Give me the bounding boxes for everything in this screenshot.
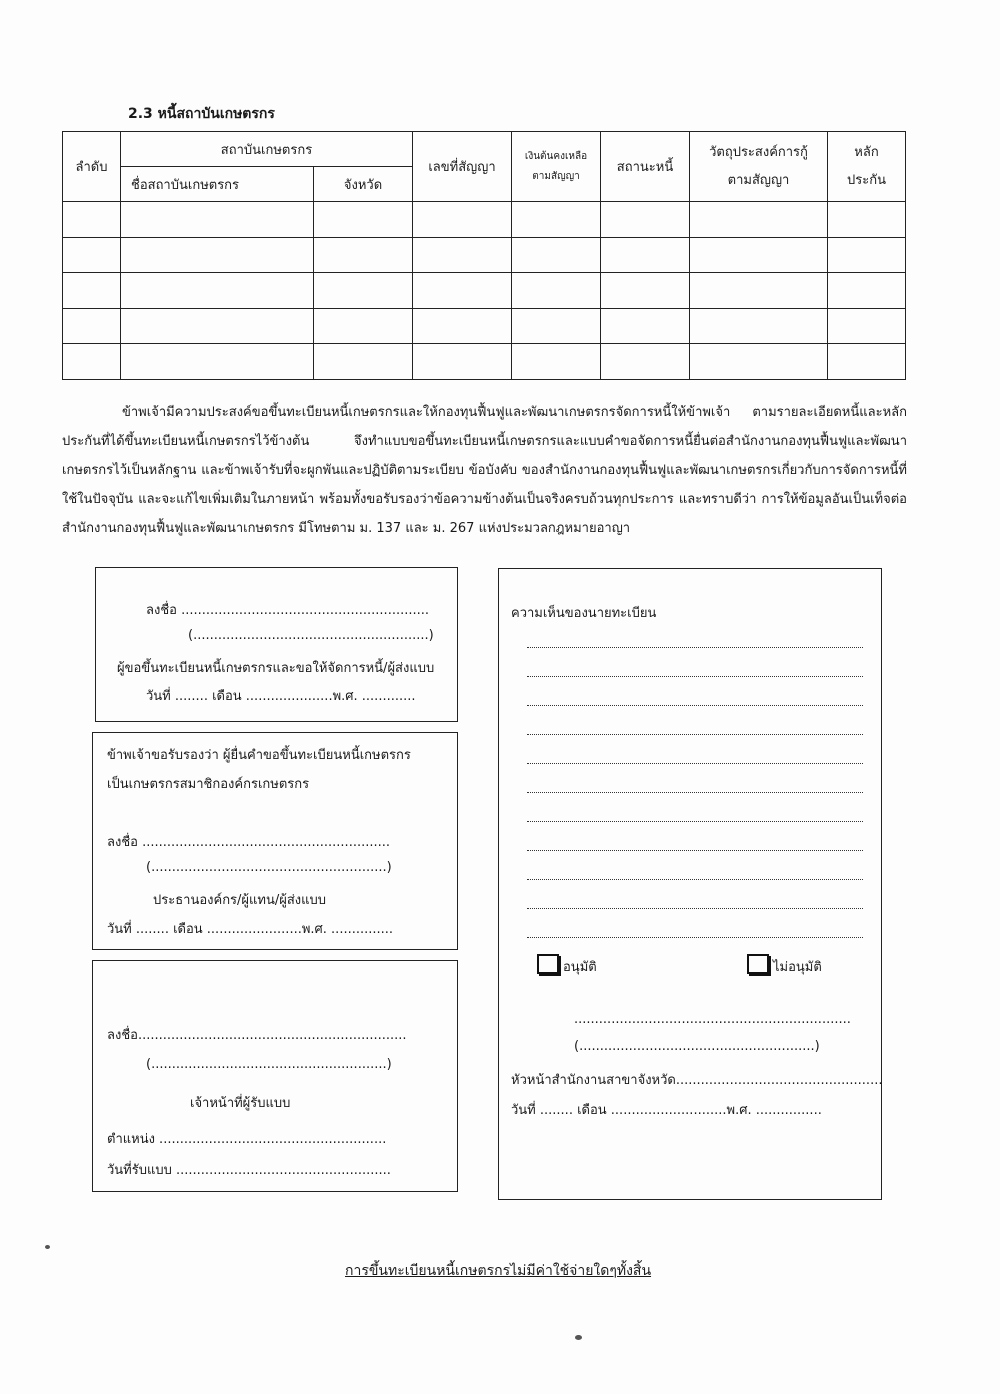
header-purpose (690, 132, 828, 202)
certifier-name-line[interactable]: (.........................................................) (146, 860, 392, 875)
header-balance-line1: เงินต้นคงเหลือ (524, 150, 588, 162)
opinion-line[interactable] (527, 879, 863, 880)
certifier-sign-line[interactable]: ลงชื่อ ............................................................ (107, 835, 391, 850)
approve-checkbox[interactable] (537, 954, 559, 974)
header-purpose-line2: ตามสัญญา (727, 172, 790, 188)
opinion-line[interactable] (527, 763, 863, 764)
reject-checkbox[interactable] (747, 954, 769, 974)
scan-speck (45, 1245, 50, 1249)
applicant-name-line[interactable]: (.........................................................) (188, 628, 434, 643)
header-contract-no: เลขที่สัญญา (413, 132, 512, 202)
header-collateral-line1: หลัก (854, 144, 879, 160)
table-row (63, 237, 906, 273)
opinion-line[interactable] (527, 647, 863, 648)
opinion-line[interactable] (527, 937, 863, 938)
opinion-line[interactable] (527, 850, 863, 851)
farmer-institution-debt-table (62, 131, 906, 380)
registrar-date-line[interactable]: วันที่ ........ เดือน ............................พ.ศ. ................ (511, 1103, 822, 1118)
opinion-line[interactable] (527, 908, 863, 909)
registrar-opinion-box (498, 568, 882, 1200)
table-row (63, 308, 906, 344)
header-institution-group: สถาบันเกษตรกร (121, 132, 413, 167)
table-row (63, 273, 906, 309)
certifier-statement-line1: ข้าพเจ้าขอรับรองว่า ผู้ยื่นคำขอขึ้นทะเบียนหนี้เกษตรกร (107, 748, 411, 763)
header-order: ลำดับ (63, 132, 121, 202)
opinion-line[interactable] (527, 792, 863, 793)
table-row (63, 202, 906, 238)
certifier-signature-box (92, 732, 458, 950)
header-purpose-line1: วัตถุประสงค์การกู้ (709, 144, 808, 160)
officer-role: เจ้าหน้าที่ผู้รับแบบ (190, 1096, 291, 1111)
header-balance-line2: ตามสัญญา (532, 170, 580, 182)
officer-name-line[interactable]: (.........................................................) (146, 1057, 392, 1072)
officer-sign-line[interactable]: ลงชื่อ................................................................. (107, 1028, 407, 1043)
declaration-paragraph: ข้าพเจ้ามีความประสงค์ขอขึ้นทะเบียนหนี้เกษตรกรและให้กองทุนฟื้นฟูและพัฒนาเกษตรกรจัดการหนี้ให้ข้าพเจ้า ตามรายละเอียดหนี้และหลักประกันที่ได้ขึ้นทะเบียนหนี้เกษตรกรไว้ข้างต้น จึงทำแบบขอขึ้นทะเบียนหนี้เกษตรกรและแบบคำขอจัดการหนี้ยื่นต่อสำนักงานกองทุนฟื้นฟูและพัฒนาเกษตรกรไว้เป็นหลักฐาน และข้าพเจ้ารับที่จะผูกพันและปฏิบัติตามระเบียบ ข้อบังคับ ของสำนักงานกองทุนฟื้นฟูและพัฒนาเกษตรกรเกี่ยวกับการจัดการหนี้ที่ใช้ในปัจจุบัน และจะแก้ไขเพิ่มเติมในภายหน้า พร้อมทั้งขอรับรองว่าข้อความข้างต้นเป็นจริงครบถ้วนทุกประการ และทราบดีว่า การให้ข้อมูลอันเป็นเท็จต่อสำนักงานกองทุนฟื้นฟูและพัฒนาเกษตรกร มีโทษตาม ม. 137 และ ม. 267 แห่งประมวลกฎหมายอาญา (62, 405, 907, 536)
registrar-name-line[interactable]: (.........................................................) (574, 1039, 820, 1054)
table-row (63, 344, 906, 380)
registrar-sign-line[interactable]: ................................................................... (574, 1012, 851, 1027)
certifier-statement-line2: เป็นเกษตรกรสมาชิกองค์กรเกษตรกร (107, 777, 310, 792)
header-institution-name: ชื่อสถาบันเกษตรกร (121, 167, 314, 202)
officer-position-line[interactable]: ตำแหน่ง ....................................................... (107, 1132, 387, 1147)
certifier-role: ประธานองค์กร/ผู้แทน/ผู้ส่งแบบ (153, 893, 327, 908)
footer-note: การขึ้นทะเบียนหนี้เกษตรกรไม่มีค่าใช้จ่ายใดๆทั้งสิ้น (345, 1263, 652, 1279)
opinion-line[interactable] (527, 821, 863, 822)
header-balance (512, 132, 601, 202)
opinion-line[interactable] (527, 676, 863, 677)
approve-option[interactable] (537, 954, 597, 977)
officer-received-date-line[interactable]: วันที่รับแบบ .................................................... (107, 1163, 391, 1178)
opinion-line[interactable] (527, 734, 863, 735)
reject-label: ไม่อนุมัติ (773, 960, 822, 975)
applicant-date-line[interactable]: วันที่ ........ เดือน .....................พ.ศ. ............. (146, 689, 416, 704)
applicant-role: ผู้ขอขึ้นทะเบียนหนี้เกษตรกรและขอให้จัดการหนี้/ผู้ส่งแบบ (117, 661, 435, 676)
applicant-sign-line[interactable]: ลงชื่อ ............................................................ (146, 603, 430, 618)
registrar-head-office-line[interactable]: หัวหน้าสำนักงานสาขาจังหวัด.................................................. (511, 1073, 883, 1088)
header-collateral (828, 132, 906, 202)
certifier-date-line[interactable]: วันที่ ........ เดือน .......................พ.ศ. ............... (107, 922, 394, 937)
officer-signature-box (92, 960, 458, 1192)
scan-speck (575, 1335, 582, 1340)
header-collateral-line2: ประกัน (847, 172, 886, 188)
header-debt-status: สถานะหนี้ (601, 132, 690, 202)
approve-label: อนุมัติ (563, 960, 597, 975)
reject-option[interactable] (747, 954, 822, 977)
header-province: จังหวัด (314, 167, 413, 202)
applicant-signature-box (95, 567, 458, 722)
section-title: 2.3 หนี้สถาบันเกษตรกร (128, 106, 275, 122)
registrar-heading: ความเห็นของนายทะเบียน (511, 606, 657, 621)
opinion-line[interactable] (527, 705, 863, 706)
